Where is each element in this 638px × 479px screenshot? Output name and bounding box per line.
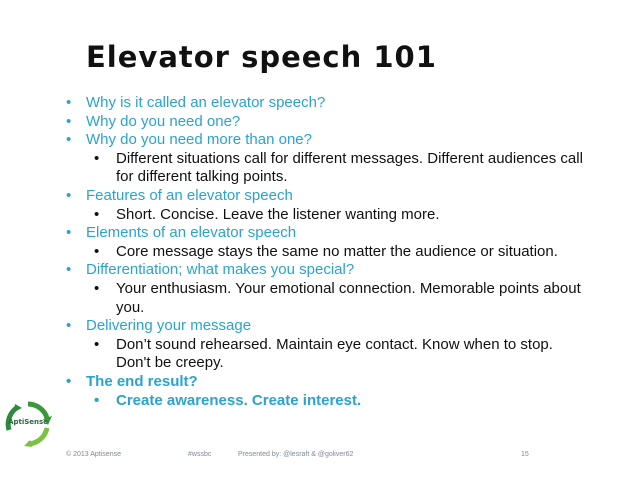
bullet-marker: • <box>66 317 72 335</box>
sub-bullet-item <box>94 243 586 262</box>
bullet-list <box>66 94 586 410</box>
bullet-item <box>66 224 586 243</box>
bullet-text: Features of an elevator speech <box>86 186 293 204</box>
bullet-marker: • <box>94 279 100 297</box>
bullet-marker: • <box>66 112 72 130</box>
bullet-item <box>66 187 586 206</box>
sub-bullet-item <box>94 206 586 225</box>
bullet-item <box>66 317 586 336</box>
footer-hashtag: #wssbc <box>188 451 212 458</box>
bullet-marker: • <box>94 391 100 409</box>
footer-copyright: © 2013 Aptisense <box>66 451 121 458</box>
bullet-text: Delivering your message <box>86 317 252 335</box>
bullet-marker: • <box>66 372 72 390</box>
footer-presenter: Presented by: @lesraft & @goliver62 <box>238 451 354 458</box>
sub-bullet-item <box>94 392 586 411</box>
sub-bullet-text: Your enthusiasm. Your emotional connection. Memorable points about you. <box>116 279 581 316</box>
sub-bullet-text: Different situations call for different messages. Different audiences call for different talking points. <box>116 149 583 186</box>
logo-label: AptiSense <box>8 418 48 426</box>
bullet-marker: • <box>94 149 100 167</box>
bullet-item <box>66 261 586 280</box>
bullet-item <box>66 131 586 150</box>
sub-bullet-item <box>94 280 586 317</box>
bullet-text: The end result? <box>86 372 198 390</box>
bullet-text: Elements of an elevator speech <box>86 224 297 242</box>
sub-bullet-text: Core message stays the same no matter the audience or situation. <box>116 242 558 260</box>
bullet-item <box>66 94 586 113</box>
bullet-marker: • <box>66 186 72 204</box>
bullet-item <box>66 113 586 132</box>
bullet-marker: • <box>94 242 100 260</box>
bullet-marker: • <box>66 261 72 279</box>
bullet-item <box>66 373 586 392</box>
sub-bullet-item <box>94 150 586 187</box>
sub-bullet-text: Don’t sound rehearsed. Maintain eye contact. Know when to stop. Don't be creepy. <box>116 335 553 372</box>
bullet-marker: • <box>94 205 100 223</box>
sub-bullet-item <box>94 336 586 373</box>
slide-title: Elevator speech 101 <box>86 40 437 74</box>
bullet-text: Why do you need more than one? <box>86 131 312 149</box>
bullet-marker: • <box>94 335 100 353</box>
bullet-marker: • <box>66 224 72 242</box>
bullet-marker: • <box>66 131 72 149</box>
sub-bullet-text: Create awareness. Create interest. <box>116 391 362 409</box>
bullet-marker: • <box>66 94 72 111</box>
bullet-text: Why is it called an elevator speech? <box>86 94 326 111</box>
sub-bullet-text: Short. Concise. Leave the listener wanting more. <box>116 205 440 223</box>
bullet-text: Why do you need one? <box>86 112 241 130</box>
bullet-text: Differentiation; what makes you special? <box>86 261 355 279</box>
footer-page-number: 15 <box>521 451 529 458</box>
aptisense-logo <box>2 400 54 448</box>
